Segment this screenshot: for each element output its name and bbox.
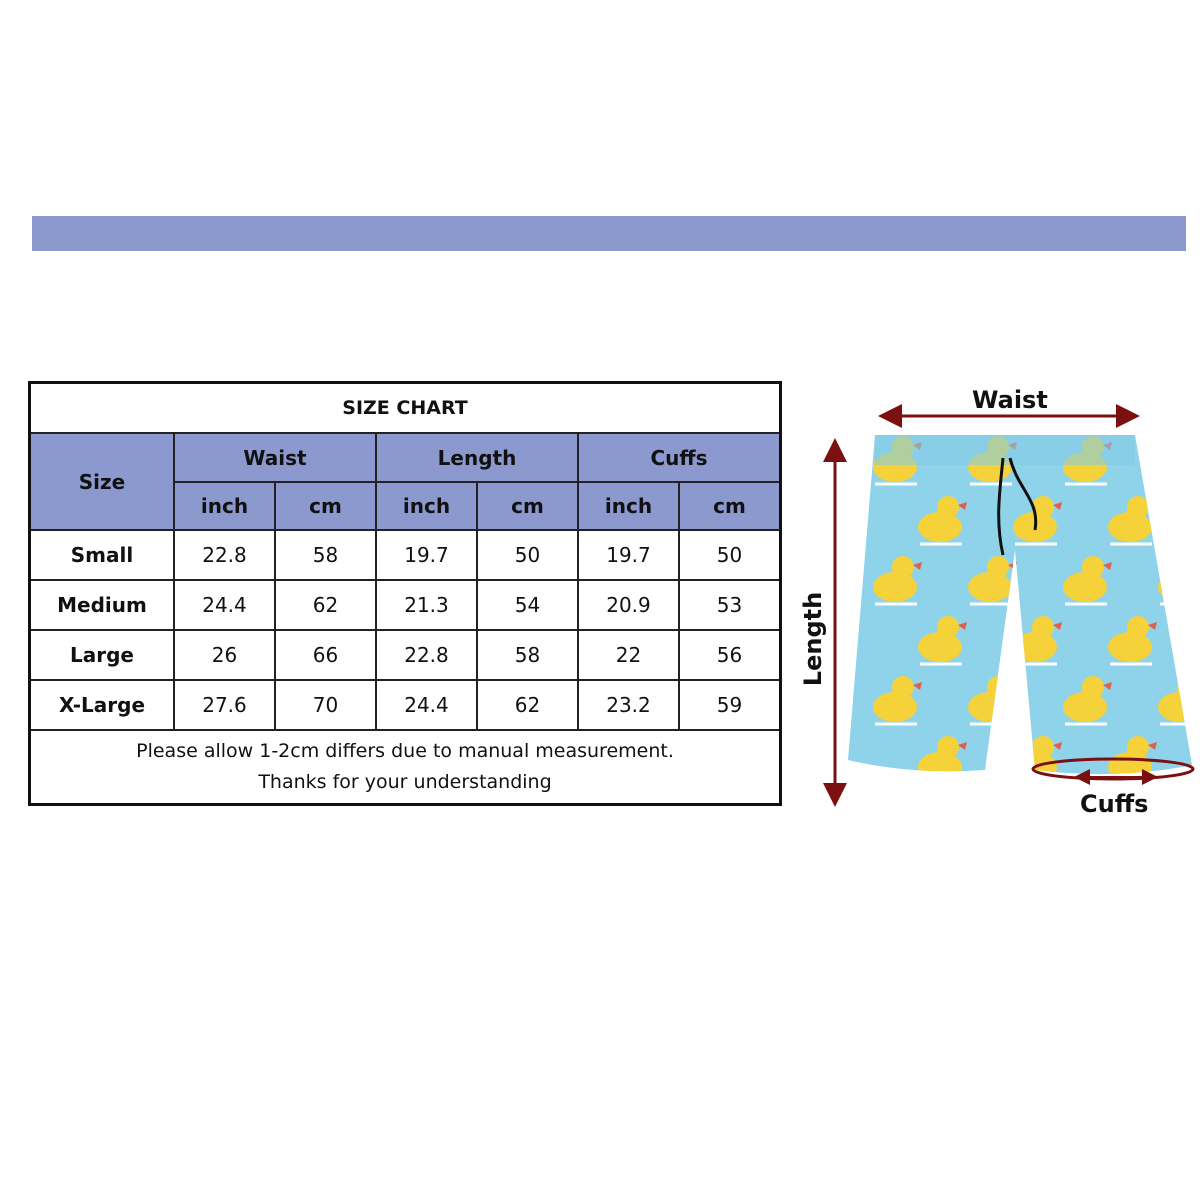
unit-header: inch (376, 482, 477, 530)
group-header-length: Length (376, 433, 578, 482)
table-title: SIZE CHART (30, 383, 781, 434)
value-cell: 53 (679, 580, 781, 630)
size-cell: Medium (30, 580, 175, 630)
value-cell: 19.7 (376, 530, 477, 580)
value-cell: 58 (275, 530, 376, 580)
value-cell: 66 (275, 630, 376, 680)
length-label: Length (799, 591, 828, 687)
value-cell: 54 (477, 580, 578, 630)
duck-pattern (1158, 556, 1200, 604)
shorts-illustration (800, 380, 1200, 820)
value-cell: 22 (578, 630, 679, 680)
table-row (30, 580, 781, 630)
value-cell: 24.4 (376, 680, 477, 730)
value-cell: 62 (477, 680, 578, 730)
size-cell: Small (30, 530, 175, 580)
value-cell: 20.9 (578, 580, 679, 630)
value-cell: 26 (174, 630, 275, 680)
value-cell: 19.7 (578, 530, 679, 580)
value-cell: 50 (679, 530, 781, 580)
note-line-2: Thanks for your understanding (258, 771, 552, 793)
unit-header: inch (174, 482, 275, 530)
note (30, 730, 781, 805)
table-row (30, 680, 781, 730)
group-header-waist: Waist (174, 433, 376, 482)
unit-header: cm (477, 482, 578, 530)
value-cell: 58 (477, 630, 578, 680)
unit-header: cm (679, 482, 781, 530)
value-cell: 59 (679, 680, 781, 730)
value-cell: 70 (275, 680, 376, 730)
waist-label: Waist (972, 386, 1048, 414)
value-cell: 50 (477, 530, 578, 580)
note-line-1: Please allow 1-2cm differs due to manual measurement. (136, 740, 674, 762)
value-cell: 24.4 (174, 580, 275, 630)
size-header: Size (30, 433, 175, 530)
table-row (30, 630, 781, 680)
value-cell: 23.2 (578, 680, 679, 730)
value-cell: 27.6 (174, 680, 275, 730)
header-band (32, 216, 1186, 251)
size-cell: Large (30, 630, 175, 680)
value-cell: 21.3 (376, 580, 477, 630)
value-cell: 22.8 (376, 630, 477, 680)
value-cell: 56 (679, 630, 781, 680)
table-row (30, 530, 781, 580)
cuffs-label: Cuffs (1080, 790, 1149, 818)
value-cell: 62 (275, 580, 376, 630)
unit-header: cm (275, 482, 376, 530)
size-chart-table (28, 381, 782, 806)
group-header-cuffs: Cuffs (578, 433, 781, 482)
size-cell: X-Large (30, 680, 175, 730)
value-cell: 22.8 (174, 530, 275, 580)
shorts-diagram (800, 380, 1200, 820)
duck-pattern (1158, 436, 1200, 484)
unit-header: inch (578, 482, 679, 530)
